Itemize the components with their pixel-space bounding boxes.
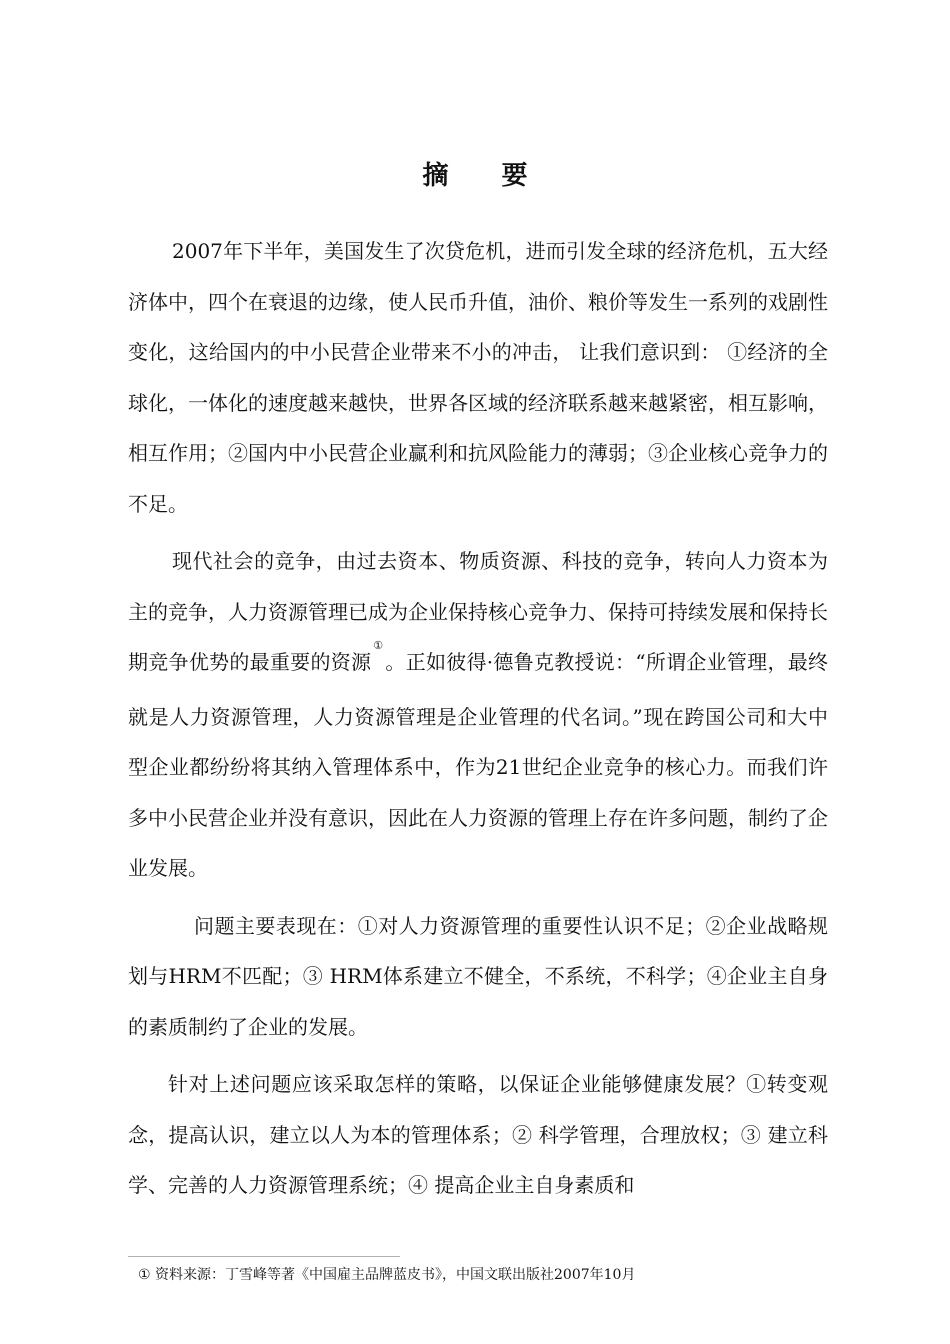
- footnote: [138, 1264, 858, 1286]
- footnote-reference[interactable]: ①: [373, 639, 384, 652]
- footnote-label: ① 资料来源: [138, 1267, 212, 1283]
- footnote-divider: [128, 1256, 400, 1257]
- paragraph-1: 2007年下半年，美国发生了次贷危机，进而引发全球的经济危机，五大经济体中，四个在衰退的边缘，使人民币升值，油价、粮价等发生一系列的戏剧性变化，这给国内的中小民营企业带来不小的冲击， 让我们意识到： ①经济的全球化，一体化的速度越来越快，世界各区域的经济联系越来越紧密，相互影响，相互作用；②国内中小民营企业赢利和抗风险能力的薄弱；③企业核心竞争力的不足。: [128, 239, 828, 516]
- page-title: 摘 要: [422, 161, 550, 191]
- paragraph-4: 针对上述问题应该采取怎样的策略，以保证企业能够健康发展？①转变观念，提高认识，建立以人为本的管理体系；② 科学管理，合理放权；③ 建立科学、完善的人力资源管理系统；④ 提高企业主自身素质和: [128, 1072, 828, 1197]
- abstract-body: [128, 226, 828, 1211]
- footnote-text: ：丁雪峰等著《中国雇主品牌蓝皮书》，中国文联出版社2007年10月: [211, 1267, 636, 1283]
- paragraph-3: 问题主要表现在：①对人力资源管理的重要性认识不足；②企业战略规划与HRM不匹配；③ HRM体系建立不健全，不系统，不科学；④企业主自身的素质制约了企业的发展。: [128, 913, 828, 1039]
- paragraph-2: [128, 536, 828, 894]
- paragraph-2-part-1: 现代社会的竞争，由过去资本、物质资源、科技的竞争，转向人力资本为主的竞争，人力资源管理已成为企业保持核心竞争力、保持可持续发展和保持长期竞争优势的最重要的资源: [128, 549, 828, 674]
- paragraph-2-part-2: 。正如彼得·德鲁克教授说：“所谓企业管理，最终就是人力资源管理，人力资源管理是企业管理的代名词。”现在跨国公司和大中型企业都纷纷将其纳入管理体系中，作为21世纪企业竞争的核心力。而我们许多中小民营企业并没有意识，因此在人力资源的管理上存在许多问题，制约了企业发展。: [128, 650, 828, 880]
